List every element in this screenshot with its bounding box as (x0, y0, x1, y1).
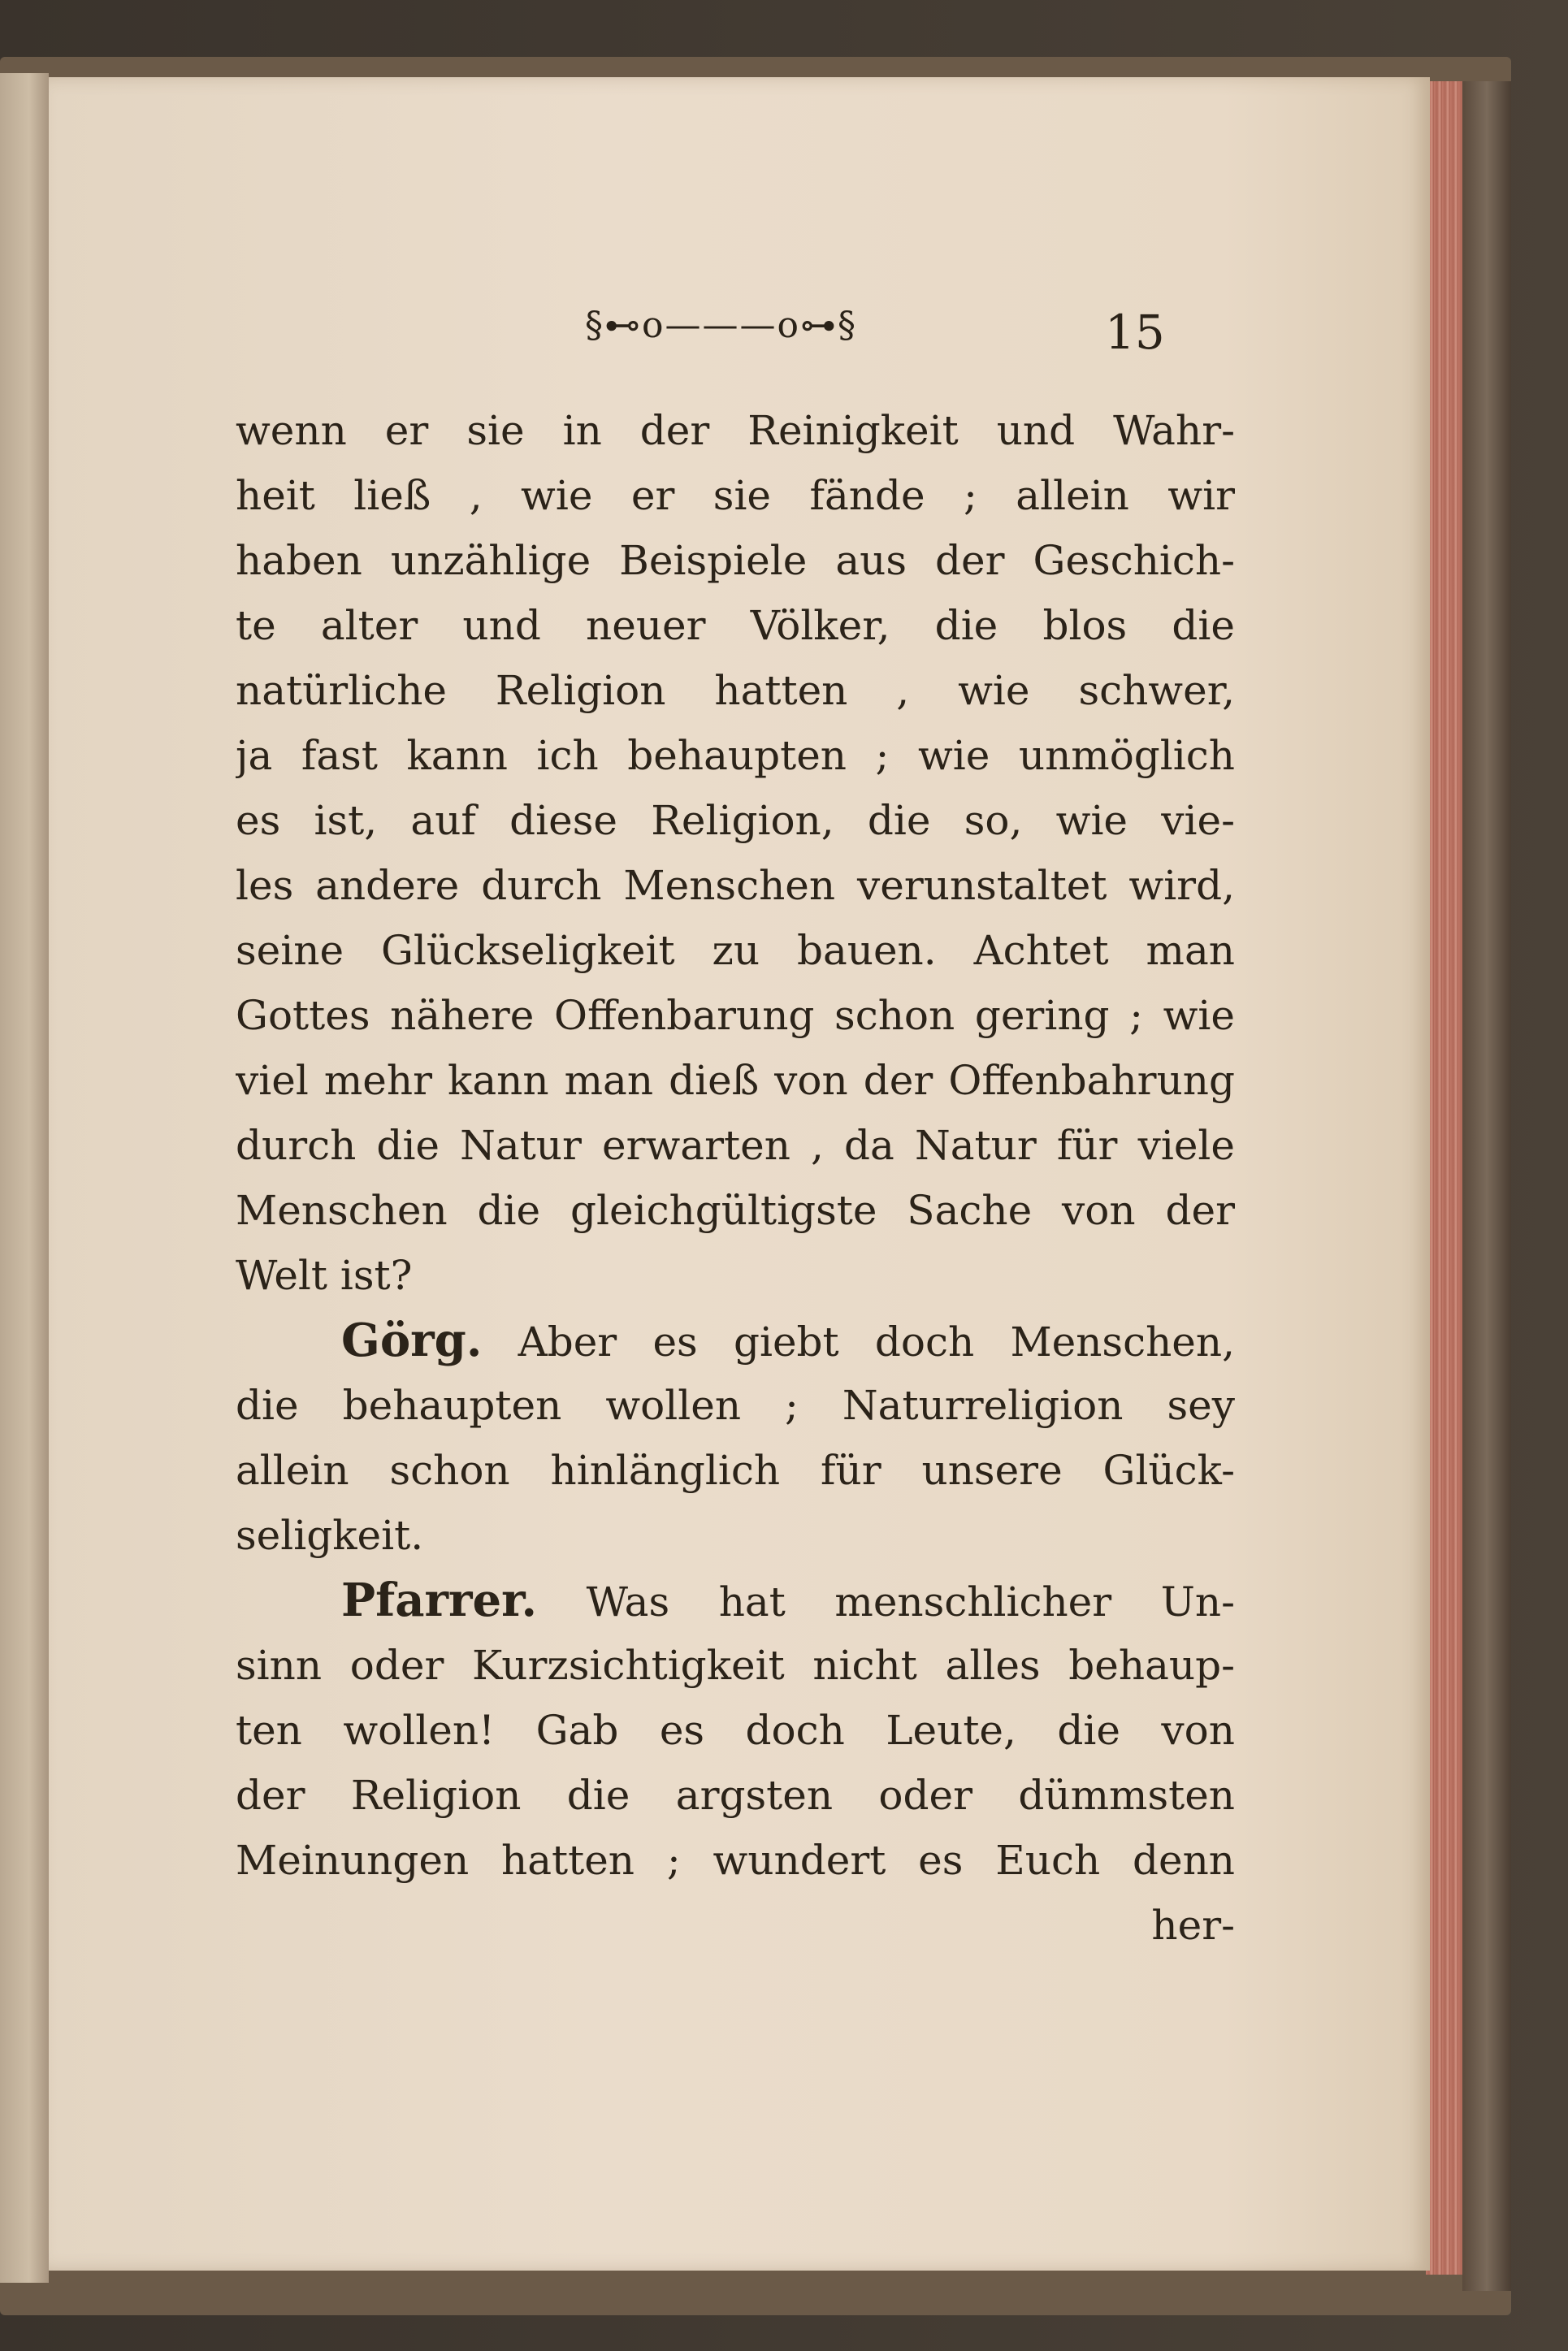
text-line: Welt ist? (236, 1252, 413, 1299)
text-line: haben unzählige Beispiele aus der Geschich- (236, 537, 1235, 584)
speech-text: Was hat menschlicher Un- (586, 1578, 1235, 1626)
header-ornament: §⊷o———o⊶§ (585, 305, 857, 346)
text-line: seine Glückseligkeit zu bauen. Achtet man (236, 927, 1235, 974)
text-line: Menschen die gleichgültigste Sache von der (236, 1187, 1235, 1234)
speech-pfarrer (236, 1568, 1235, 1633)
cover-edge (1462, 81, 1511, 2291)
page-fore-edge (1426, 81, 1462, 2275)
speech-goerg (236, 1308, 1235, 1373)
page-number: 15 (1105, 305, 1165, 360)
text-line: es ist, auf diese Religion, die so, wie vie- (236, 797, 1235, 844)
text-line: heit ließ , wie er sie fände ; allein wir (236, 472, 1235, 519)
speech-text: Aber es giebt doch Menschen, (518, 1318, 1235, 1366)
text-line: allein schon hinlänglich für unsere Glück- (236, 1447, 1235, 1494)
text-line: Meinungen hatten ; wundert es Euch denn (236, 1837, 1235, 1884)
left-page-edge (0, 73, 49, 2283)
text-line: die behaupten wollen ; Naturreligion sey (236, 1382, 1235, 1429)
text-line: seligkeit. (236, 1512, 424, 1559)
book-page (49, 77, 1430, 2271)
text-line: ja fast kann ich behaupten ; wie unmöglich (236, 732, 1235, 779)
text-line: durch die Natur erwarten , da Natur für viele (236, 1122, 1235, 1169)
catchword: her- (1151, 1902, 1235, 1949)
text-line: les andere durch Menschen verunstaltet wird, (236, 862, 1235, 909)
text-line: ten wollen! Gab es doch Leute, die von (236, 1707, 1235, 1754)
page-text (236, 398, 1235, 1958)
text-line: sinn oder Kurzsichtigkeit nicht alles behaup- (236, 1642, 1235, 1689)
text-line: te alter und neuer Völker, die blos die (236, 602, 1235, 649)
page-header (49, 280, 1430, 378)
text-line: viel mehr kann man dieß von der Offenbahrung (236, 1057, 1235, 1104)
speaker-pfarrer: Pfarrer. (341, 1574, 537, 1627)
text-line: wenn er sie in der Reinigkeit und Wahr- (236, 407, 1235, 454)
text-line: Gottes nähere Offenbarung schon gering ; wie (236, 992, 1235, 1039)
text-line: natürliche Religion hatten , wie schwer, (236, 667, 1235, 714)
text-line: der Religion die argsten oder dümmsten (236, 1772, 1235, 1819)
speaker-goerg: Görg. (341, 1314, 483, 1367)
